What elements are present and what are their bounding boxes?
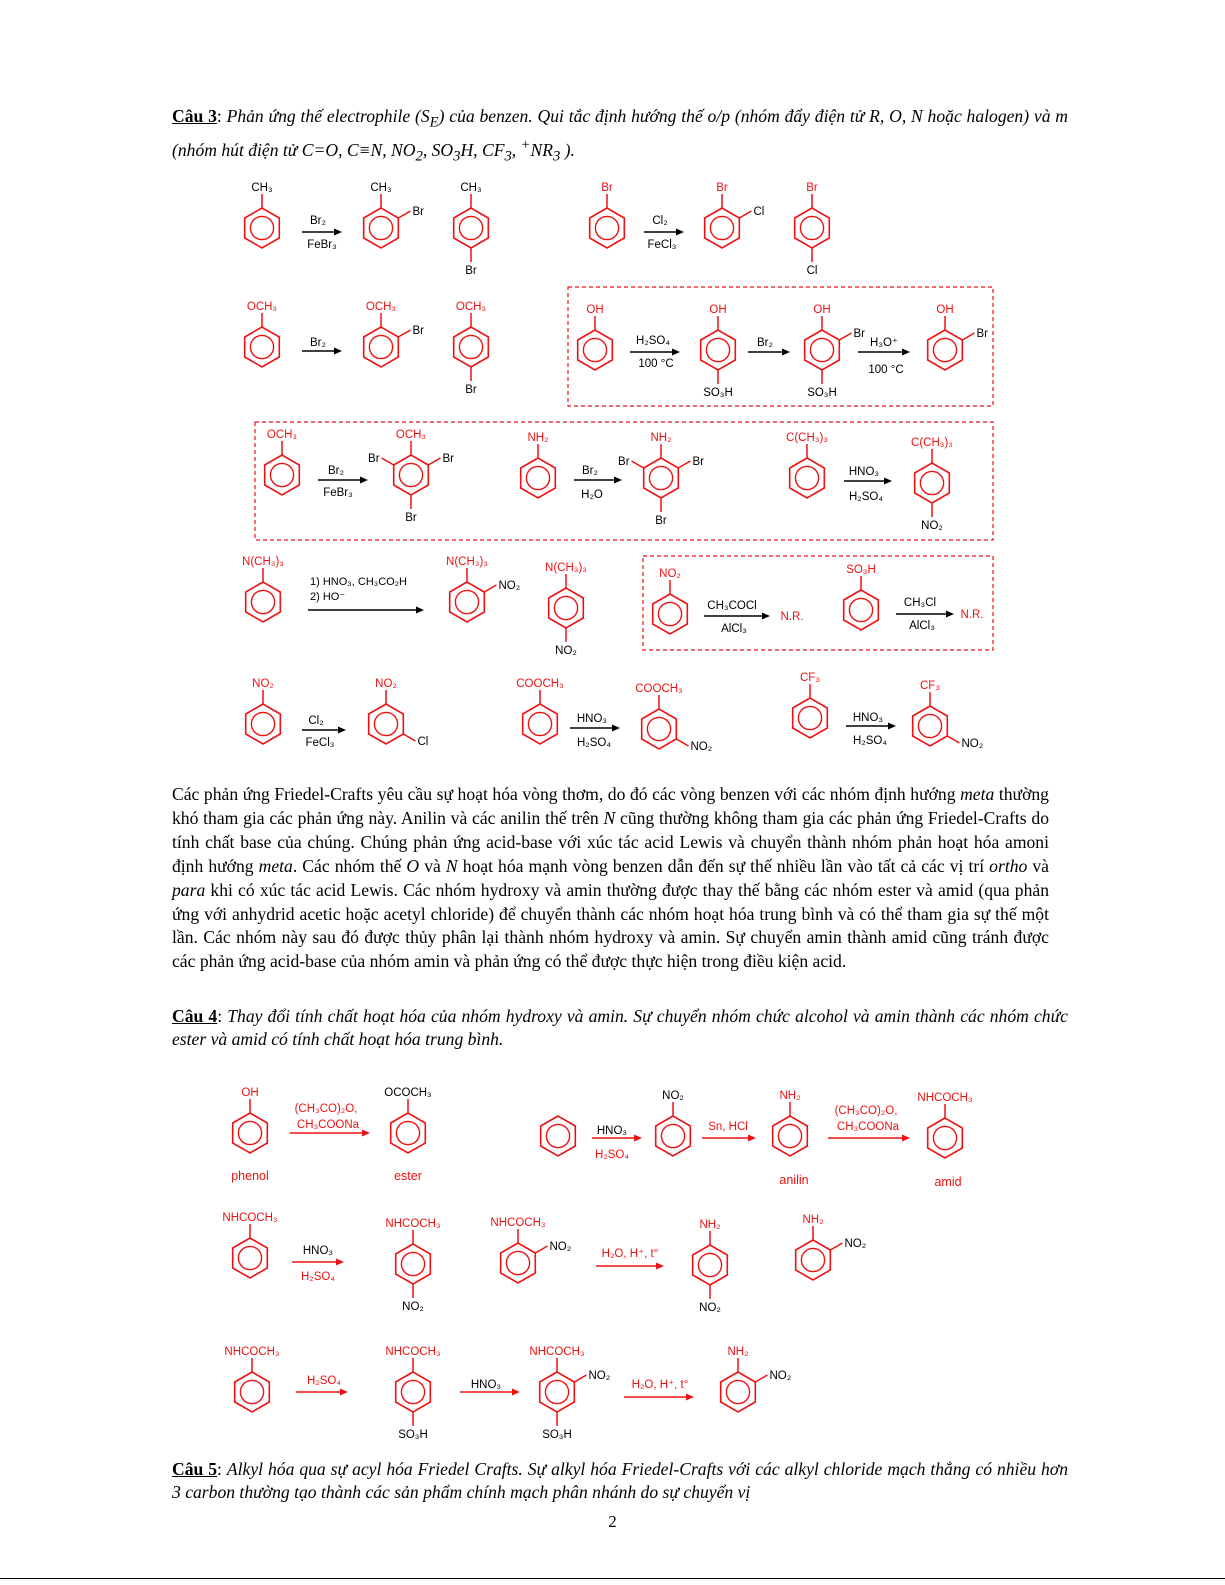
nitrobenzene-ring <box>656 1116 691 1156</box>
nitro-label: NO₂ <box>659 568 681 580</box>
reagent-label: Br₂ <box>582 465 598 477</box>
reagent-label: HNO₃ <box>576 713 608 725</box>
footer-rule <box>0 1578 1225 1579</box>
acetanilide-ring <box>233 1238 268 1278</box>
reagent-label: FeCl₃ <box>305 737 335 749</box>
methoxy-label: OCH₃ <box>365 301 397 313</box>
hydroxy-label: OH <box>586 304 604 316</box>
sulfo-label: SO₃H <box>807 387 837 399</box>
tert-butyl-label: C(CH₃)₃ <box>786 432 828 444</box>
page-number: 2 <box>608 1512 617 1531</box>
acetamido-label: NHCOCH₃ <box>385 1346 441 1358</box>
reagent-label: FeBr₃ <box>307 239 337 251</box>
bond-line <box>574 1375 586 1382</box>
sulfo-label: SO₃H <box>846 564 876 576</box>
bromo-label: Br <box>716 182 728 194</box>
acetoxy-label: OCOCH₃ <box>384 1087 432 1099</box>
reagent-label: HNO₃ <box>848 466 880 478</box>
sulfonated-acetanilide-ring <box>396 1372 431 1412</box>
o-nitroaniline-ring <box>796 1240 831 1280</box>
trifluoromethyl-label: CF₃ <box>919 680 941 692</box>
reagent-label: H₂SO₄ <box>852 735 888 747</box>
reagent-label: H₂SO₄ <box>848 491 884 503</box>
reagent-label: CH₃COONa <box>296 1119 360 1131</box>
reagent-label: 1) HNO₃, CH₃CO₂H <box>310 576 407 588</box>
o-nitroaniline-ring <box>721 1372 756 1412</box>
bromo-label: Br <box>806 182 818 194</box>
reaction-arrow <box>702 1135 756 1142</box>
reagent-label: HNO₃ <box>852 712 884 724</box>
reaction-arrow <box>596 1263 664 1270</box>
nitro-label: NO₂ <box>555 645 577 657</box>
reaction-arrow <box>828 1135 910 1142</box>
reagent-label: FeCl₃ <box>647 239 677 251</box>
nitro-label: NO₂ <box>844 1238 867 1250</box>
amino-label: NH₂ <box>650 432 672 444</box>
reagent-label: CH₃Cl <box>903 597 937 609</box>
acetamido-label: NHCOCH₃ <box>529 1346 585 1358</box>
reagent-label: Cl₂ <box>652 215 668 227</box>
reagent-label: Br₂ <box>757 337 773 349</box>
compound-name-label: anilin <box>779 1173 809 1187</box>
phenyl-acetate-ring <box>391 1113 426 1153</box>
amino-label: NH₂ <box>779 1090 801 1102</box>
nitro-label: NO₂ <box>549 1241 572 1253</box>
bromo-label: Br <box>601 182 613 194</box>
nitro-sulfonated-acetanilide-ring <box>540 1372 575 1412</box>
reagent-label: (CH₃CO)₂O, <box>294 1103 358 1115</box>
trimethylammonium-label: N(CH₃)₃ <box>446 556 488 568</box>
nitro-label: NO₂ <box>690 741 713 753</box>
reagent-label: HNO₃ <box>470 1379 502 1391</box>
question-3-text: Phản ứng thế electrophile $(S_E)$ của benzen. Qui tắc định hướng thế o/p (nhóm đẩy điện tử R, O, N hoặc halogen) và m (nhóm hút điện tử C=O, C≡N, $NO_2$, $SO_3H$, $CF_3$, $^+NR_3$ ). <box>172 106 1069 165</box>
chloro-label: Cl <box>417 736 429 748</box>
reagent-label: Br₂ <box>310 337 326 349</box>
reagent-label: H₂SO₄ <box>306 1375 342 1387</box>
question-4-heading: Câu 4: Thay đổi tính chất hoạt hóa của nhóm hydroxy và amin. Sự chuyển nhóm chức alcohol và amin thành các nhóm chức ester và amid có tính chất hoạt hóa trung bình. <box>172 1006 1068 1049</box>
ester-label: COOCH₃ <box>635 683 683 695</box>
tert-butyl-label: C(CH₃)₃ <box>911 437 953 449</box>
bromo-label: Br <box>692 456 704 468</box>
p-nitroacetanilide-ring <box>396 1244 431 1284</box>
reagent-label: 100 °C <box>868 364 904 376</box>
reagent-label: Sn, HCl <box>708 1121 748 1133</box>
methyl-label: CH₃ <box>370 182 392 194</box>
reagent-label: AlCl₃ <box>909 620 935 632</box>
bromo-label: Br <box>465 265 477 277</box>
bromo-label: Br <box>853 328 865 340</box>
acetanilide-ring <box>928 1118 963 1158</box>
o-nitroacetanilide-ring <box>501 1243 536 1283</box>
bond-line <box>830 1243 842 1250</box>
nitro-label: NO₂ <box>588 1370 611 1382</box>
bond-line <box>535 1246 547 1253</box>
nitro-label: NO₂ <box>961 738 984 750</box>
question-5-text: Alkyl hóa qua sự acyl hóa Friedel Crafts. Sự alkyl hóa Friedel-Crafts với các alkyl chloride mạch thẳng có nhiều hơn 3 carbon thường tạo thành các sản phẩm chính mạch phân nhánh do sự chuyển vị <box>172 1459 1068 1502</box>
benzene-ring <box>541 1116 576 1156</box>
reagent-label: FeBr₃ <box>323 487 353 499</box>
nitro-label: NO₂ <box>921 520 943 532</box>
phenol-ring <box>233 1113 268 1153</box>
nitro-label: NO₂ <box>498 580 521 592</box>
trifluoromethyl-label: CF₃ <box>799 672 821 684</box>
aniline-ring <box>773 1116 808 1156</box>
reagent-label: HNO₃ <box>302 1245 334 1257</box>
chloro-label: Cl <box>753 206 765 218</box>
reagent-label: Br₂ <box>328 465 344 477</box>
reagent-label: Cl₂ <box>308 715 324 727</box>
bromo-label: Br <box>412 325 424 337</box>
acetamido-label: NHCOCH₃ <box>222 1212 278 1224</box>
nitro-label: NO₂ <box>699 1302 721 1314</box>
amino-label: NH₂ <box>727 1346 749 1358</box>
sulfo-label: SO₃H <box>542 1429 572 1441</box>
reagent-label: H₃O⁺ <box>869 337 899 349</box>
amino-label: NH₂ <box>802 1214 824 1226</box>
compound-name-label: phenol <box>231 1169 269 1183</box>
reagent-label: H₂SO₄ <box>576 737 612 749</box>
methyl-label: CH₃ <box>460 182 482 194</box>
question-5-heading: Câu 5: Alkyl hóa qua sự acyl hóa Friedel Crafts. Sự alkyl hóa Friedel-Crafts với các alkyl chloride mạch thẳng có nhiều hơn 3 carbon thường tạo thành các sản phẩm chính mạch phân nhánh do sự chuyển vị <box>172 1459 1068 1502</box>
nitro-label: NO₂ <box>769 1370 792 1382</box>
reaction-arrow <box>292 1259 344 1266</box>
methoxy-label: OCH₃ <box>266 429 298 441</box>
hydroxy-label: OH <box>241 1087 259 1099</box>
reagent-label: AlCl₃ <box>721 623 747 635</box>
bromo-label: Br <box>618 456 630 468</box>
reagent-label: H₂O, H⁺, t° <box>601 1248 659 1260</box>
methoxy-label: OCH₃ <box>455 301 487 313</box>
sulfo-label: SO₃H <box>703 387 733 399</box>
reagent-label: HNO₃ <box>596 1125 628 1137</box>
question-3-label: Câu 3 <box>172 106 217 126</box>
reagent-label: H₂SO₄ <box>635 335 671 347</box>
reagent-label: H₂O, H⁺, t° <box>631 1379 689 1391</box>
reagent-label: H₂SO₄ <box>300 1271 336 1283</box>
question-4-text: Thay đổi tính chất hoạt hóa của nhóm hydroxy và amin. Sự chuyển nhóm chức alcohol và amin thành các nhóm chức ester và amid có tính chất hoạt hóa trung bình. <box>172 1006 1068 1049</box>
reagent-label: 100 °C <box>638 358 674 370</box>
question-3-heading: Câu 3: Phản ứng thế electrophile $(S_E)$ của benzen. Qui tắc định hướng thế o/p (nhóm đẩy điện tử R, O, N hoặc halogen) và m (nhóm hút điện tử C=O, C≡N, $NO_2$, $SO_3H$, $CF_3$, $^+NR_3$ ). <box>172 106 1069 165</box>
friedel-crafts-paragraph: Các phản ứng Friedel-Crafts yêu cầu sự hoạt hóa vòng thơm, do đó các vòng benzen với các nhóm định hướng meta thường khó tham gia các phản ứng này. Anilin và các anilin thế trên N cũng thường không tham gia các phản ứng Friedel-Crafts do tính chất base của chúng. Chúng phản ứng acid-base với xúc tác acid Lewis và chuyển thành nhóm phản hoạt hóa amoni định hướng meta. Các nhóm thế O và N hoạt hóa mạnh vòng benzen dẫn đến sự thế nhiều lần vào tất cả các vị trí ortho và para khi có xúc tác acid Lewis. Các nhóm hydroxy và amin thường được thay thế bằng các nhóm ester và amid (qua phản ứng với anhydrid acetic hoặc acetyl chloride) để chuyển thành các nhóm hoạt hóa trung bình và có thể tham gia sự thế một lần. Các nhóm này sau đó được thủy phân lại thành nhóm hydroxy và amin. Sự chuyển amin thành amid cũng tránh được các phản ứng acid-base của nhóm amin và phản ứng có thể được thực hiện trong điều kiện acid. <box>172 784 1049 972</box>
chloro-label: Cl <box>806 265 818 277</box>
reagent-label: CH₃COCl <box>707 600 757 612</box>
compound-name-label: ester <box>394 1169 422 1183</box>
question-4-label: Câu 4 <box>172 1006 218 1026</box>
methyl-label: CH₃ <box>251 182 273 194</box>
acetamido-label: NHCOCH₃ <box>490 1217 546 1229</box>
hydroxy-label: OH <box>709 304 727 316</box>
bromo-label: Br <box>442 453 454 465</box>
nitro-label: NO₂ <box>375 678 397 690</box>
reaction-arrow <box>296 1389 348 1396</box>
no-reaction-label: N.R. <box>780 611 804 623</box>
bromo-label: Br <box>405 512 417 524</box>
reaction-arrow <box>624 1394 694 1401</box>
bromo-label: Br <box>465 384 477 396</box>
acetamido-label: NHCOCH₃ <box>917 1092 973 1104</box>
bromo-label: Br <box>368 453 380 465</box>
trimethylammonium-label: N(CH₃)₃ <box>242 556 284 568</box>
reagent-label: H₂O <box>581 489 603 501</box>
hydroxy-label: OH <box>813 304 831 316</box>
question-5-label: Câu 5 <box>172 1459 218 1479</box>
reagent-label: CH₃COONa <box>836 1121 900 1133</box>
bromo-label: Br <box>976 328 988 340</box>
ester-label: COOCH₃ <box>516 678 564 690</box>
bond-line <box>755 1375 767 1382</box>
nitro-label: NO₂ <box>402 1301 424 1313</box>
reagent-label: Br₂ <box>310 215 326 227</box>
bromo-label: Br <box>655 515 667 527</box>
acetanilide-ring <box>235 1372 270 1412</box>
reagent-label: H₂SO₄ <box>594 1149 630 1161</box>
amino-label: NH₂ <box>699 1219 721 1231</box>
reagent-label: (CH₃CO)₂O, <box>834 1105 898 1117</box>
acetamido-label: NHCOCH₃ <box>385 1218 441 1230</box>
hydroxy-label: OH <box>936 304 954 316</box>
compound-name-label: amid <box>934 1175 962 1189</box>
methoxy-label: OCH₃ <box>395 429 427 441</box>
amino-label: NH₂ <box>527 432 549 444</box>
bromo-label: Br <box>412 206 424 218</box>
nitro-label: NO₂ <box>662 1090 684 1102</box>
acetamido-label: NHCOCH₃ <box>224 1346 280 1358</box>
nitro-label: NO₂ <box>252 678 274 690</box>
sulfo-label: SO₃H <box>398 1429 428 1441</box>
no-reaction-label: N.R. <box>960 609 984 621</box>
methoxy-label: OCH₃ <box>246 301 278 313</box>
reagent-label: 2) HO⁻ <box>310 591 346 603</box>
trimethylammonium-label: N(CH₃)₃ <box>545 562 587 574</box>
p-nitroaniline-ring <box>693 1245 728 1285</box>
